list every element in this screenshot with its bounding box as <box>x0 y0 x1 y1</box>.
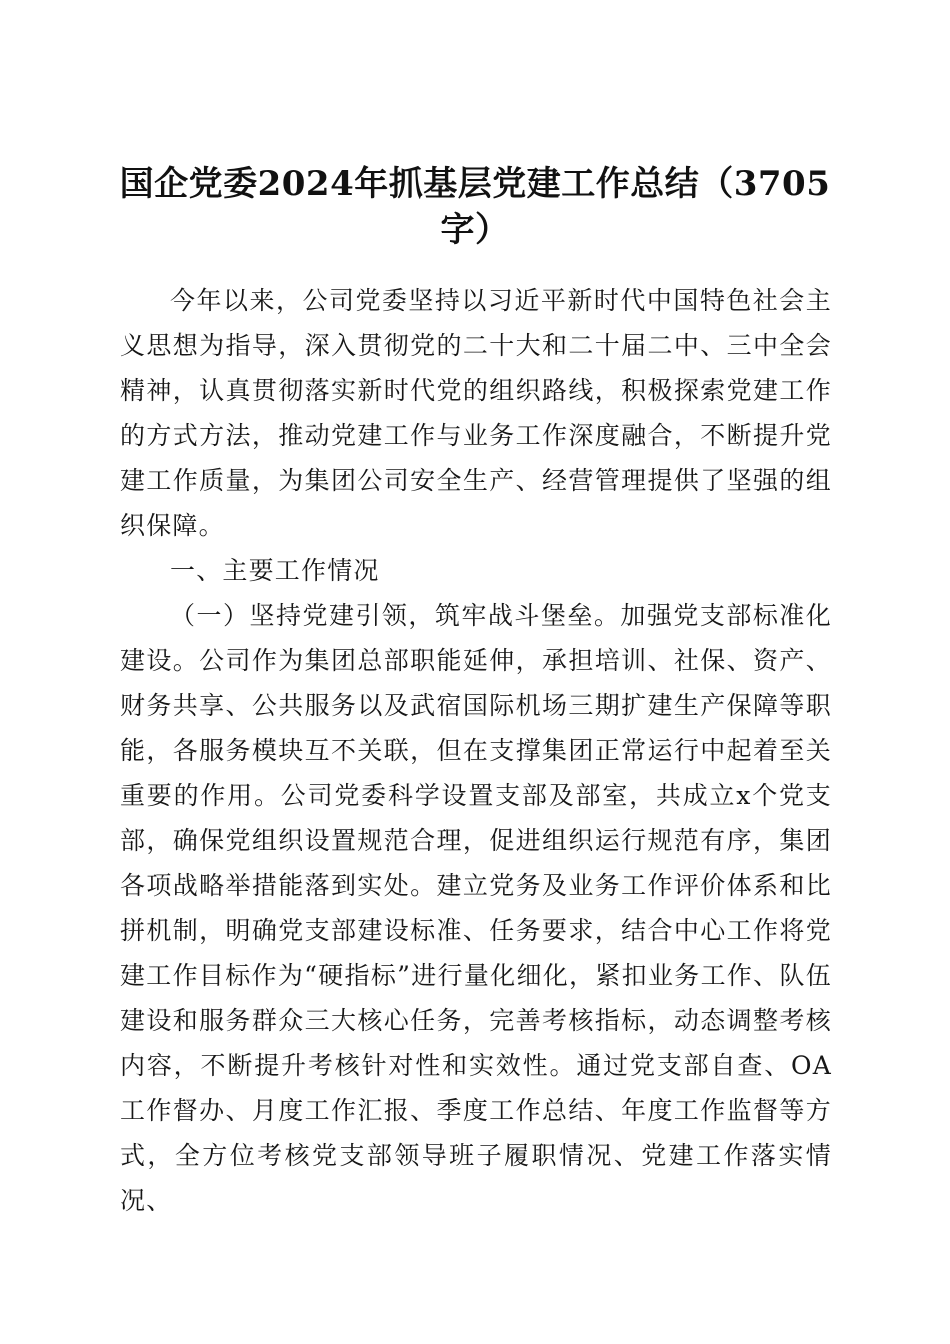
document-title-line-2: 字） <box>440 209 510 250</box>
subsection-lead: （一）坚持党建引领，筑牢战斗堡垒。 <box>170 601 621 630</box>
subsection-paragraph <box>120 593 832 1223</box>
document-title <box>110 161 840 253</box>
document-title-line-1: 国企党委2024年抓基层党建工作总结（3705 <box>119 163 831 204</box>
subsection-body: 加强党支部标准化建设。公司作为集团总部职能延伸，承担培训、社保、资产、财务共享、公共服务以及武宿国际机场三期扩建生产保障等职能，各服务模块互不关联，但在支撑集团正常运行中起着至关重要的作用。公司党委科学设置支部及部室，共成立x个党支部，确保党组织设置规范合理，促进组织运行规范有序，集团各项战略举措能落到实处。建立党务及业务工作评价体系和比拼机制，明确党支部建设标准、任务要求，结合中心工作将党建工作目标作为“硬指标”进行量化细化，紧扣业务工作、队伍建设和服务群众三大核心任务，完善考核指标，动态调整考核内容，不断提升考核针对性和实效性。通过党支部自查、OA工作督办、月度工作汇报、季度工作总结、年度工作监督等方式，全方位考核党支部领导班子履职情况、党建工作落实情况、 <box>120 601 832 1215</box>
section-heading: 一、主要工作情况 <box>170 556 380 585</box>
document-body <box>120 278 832 1223</box>
intro-paragraph: 今年以来，公司党委坚持以习近平新时代中国特色社会主义思想为指导，深入贯彻党的二十大和二十届二中、三中全会精神，认真贯彻落实新时代党的组织路线，积极探索党建工作的方式方法，推动党建工作与业务工作深度融合，不断提升党建工作质量，为集团公司安全生产、经营管理提供了坚强的组织保障。 <box>120 286 832 540</box>
